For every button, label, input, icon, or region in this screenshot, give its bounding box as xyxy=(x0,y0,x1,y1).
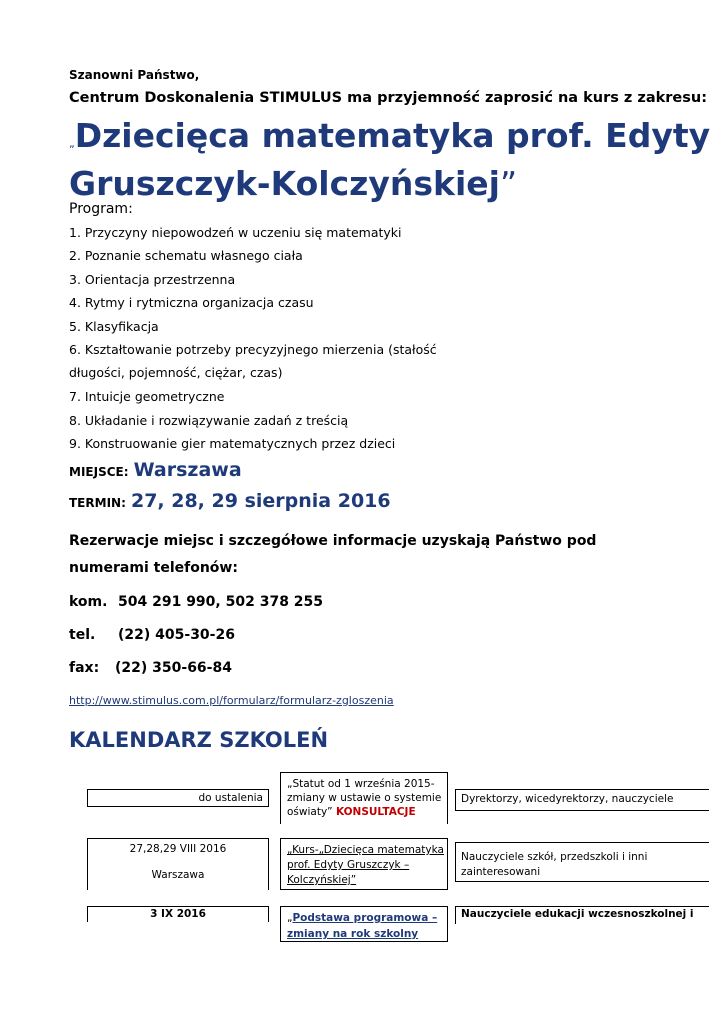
row3-audience: Nauczyciele edukacji wczesnoszkolnej i xyxy=(461,908,694,920)
row1-date: do ustalenia xyxy=(198,792,263,804)
row3-course-line2[interactable]: zmiany na rok szkolny xyxy=(287,928,419,940)
row1-course-line1: „Statut od 1 września 2015- xyxy=(287,778,435,790)
row2-course-line1: „Kurs-„Dziecięca matematyka xyxy=(287,844,444,856)
mobile-value: 504 291 990, 502 378 255 xyxy=(118,594,324,610)
program-item: 9. Konstruowanie gier matematycznych przez dzieci xyxy=(69,436,396,451)
program-item: 3. Orientacja przestrzenna xyxy=(69,272,236,287)
intro-text: Centrum Doskonalenia STIMULUS ma przyjemność zaprosić na kurs z zakresu: xyxy=(69,90,707,106)
program-item: 7. Intuicje geometryczne xyxy=(69,389,225,404)
table-cell-date xyxy=(87,906,269,922)
term-value: 27, 28, 29 sierpnia 2016 xyxy=(130,490,391,512)
row2-audience-line1: Nauczyciele szkół, przedszkoli i inni xyxy=(461,851,648,863)
row1-course-line3: oświaty” xyxy=(287,806,336,818)
greeting: Szanowni Państwo, xyxy=(69,68,200,82)
fax-value: (22) 350-66-84 xyxy=(115,660,232,676)
row2-audience-line2: zainteresowani xyxy=(461,866,541,878)
open-quote: „ xyxy=(69,137,75,150)
row3-date: 3 IX 2016 xyxy=(150,908,206,920)
program-label: Program: xyxy=(69,201,133,217)
program-item: 4. Rytmy i rytmiczna organizacja czasu xyxy=(69,295,314,310)
row2-date: 27,28,29 VIII 2016 xyxy=(129,843,227,855)
row3-course-quote: „ xyxy=(287,912,293,924)
contact-tel xyxy=(69,627,235,643)
reservation-line1: Rezerwacje miejsc i szczegółowe informacje uzyskają Państwo pod xyxy=(69,533,597,549)
program-item: 8. Układanie i rozwiązywanie zadań z treścią xyxy=(69,413,349,428)
tel-value: (22) 405-30-26 xyxy=(118,627,235,643)
mobile-label: kom. xyxy=(69,594,108,610)
program-item: długości, pojemność, ciężar, czas) xyxy=(69,365,283,380)
tel-label: tel. xyxy=(69,627,96,643)
program-item: 5. Klasyfikacja xyxy=(69,319,159,334)
registration-link[interactable]: http://www.stimulus.com.pl/formularz/formularz-zgloszenia xyxy=(69,694,394,707)
term-label: TERMIN: xyxy=(69,496,126,510)
program-item: 6. Kształtowanie potrzeby precyzyjnego mierzenia (stałość xyxy=(69,342,437,357)
course-title-line1: Dziecięca matematyka prof. Edyty xyxy=(74,116,711,155)
contact-fax xyxy=(69,660,232,676)
course-title xyxy=(69,116,710,204)
table-cell-course xyxy=(280,906,448,942)
table-cell-audience xyxy=(455,842,709,882)
course-title-line2: Gruszczyk-Kolczyńskiej xyxy=(69,164,500,203)
close-quote: ” xyxy=(499,164,518,203)
table-cell-audience xyxy=(455,789,709,811)
program-item: 1. Przyczyny niepowodzeń w uczeniu się matematyki xyxy=(69,225,402,240)
row2-course-line2: prof. Edyty Gruszczyk – xyxy=(287,859,410,871)
table-cell-date xyxy=(87,789,269,807)
consultation-badge: KONSULTACJE xyxy=(335,806,416,818)
fax-label: fax: xyxy=(69,660,100,676)
row2-place: Warszawa xyxy=(151,869,205,881)
row2-course-line3: Kolczyńskiej” xyxy=(287,874,357,886)
table-cell-course xyxy=(280,838,448,890)
term-row xyxy=(69,490,391,512)
place-label: MIEJSCE: xyxy=(69,465,129,479)
place-row xyxy=(69,459,242,481)
row1-course-line2: zmiany w ustawie o systemie xyxy=(287,792,442,804)
table-cell-course xyxy=(280,772,448,824)
table-cell-date xyxy=(87,838,269,890)
calendar-heading: KALENDARZ SZKOLEŃ xyxy=(69,728,329,752)
reservation-line2: numerami telefonów: xyxy=(69,560,238,576)
place-value: Warszawa xyxy=(133,459,242,481)
table-cell-audience xyxy=(455,906,709,924)
program-item: 2. Poznanie schematu własnego ciała xyxy=(69,248,303,263)
row1-audience: Dyrektorzy, wicedyrektorzy, nauczyciele xyxy=(461,793,674,805)
row3-course-line1[interactable]: Podstawa programowa – xyxy=(292,912,438,924)
contact-mobile xyxy=(69,594,323,610)
